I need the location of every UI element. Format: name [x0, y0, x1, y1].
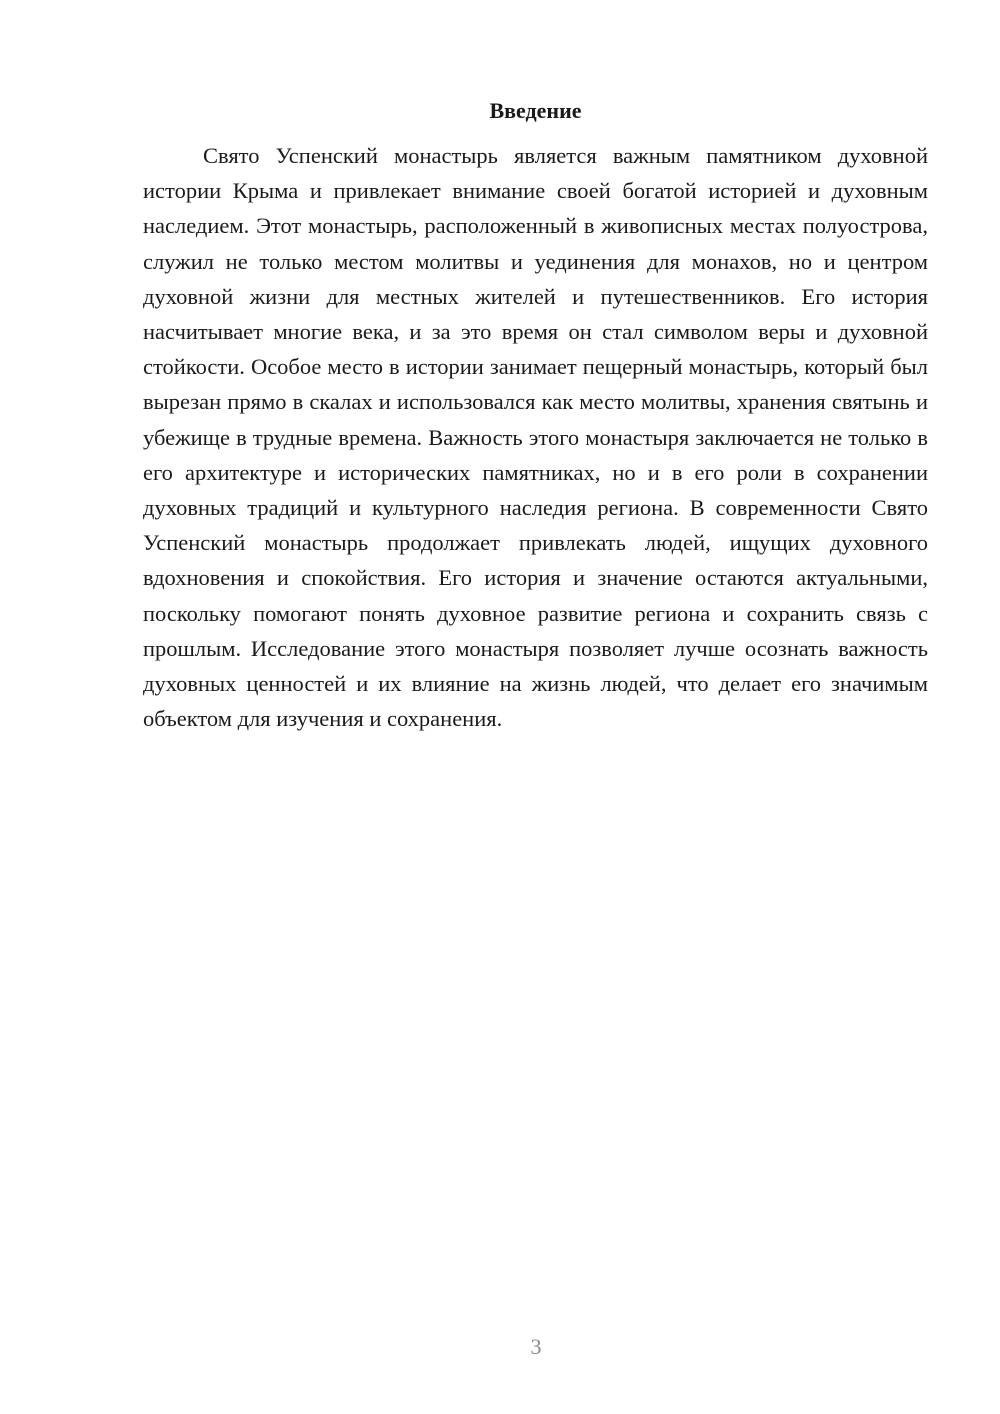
page-content	[143, 96, 928, 736]
body-paragraph: Свято Успенский монастырь является важным памятником духовной истории Крыма и привлекает внимание своей богатой историей и духовным наследием. Этот монастырь, расположенный в живописных местах полуострова, служил не только местом молитвы и уединения для монахов, но и центром духовной жизни для местных жителей и путешественников. Его история насчитывает многие века, и за это время он стал символом веры и духовной стойкости. Особое место в истории занимает пещерный монастырь, который был вырезан прямо в скалах и использовался как место молитвы, хранения святынь и убежище в трудные времена. Важность этого монастыря заключается не только в его архитектуре и исторических памятниках, но и в его роли в сохранении духовных традиций и культурного наследия региона. В современности Свято Успенский монастырь продолжает привлекать людей, ищущих духовного вдохновения и спокойствия. Его история и значение остаются актуальными, поскольку помогают понять духовное развитие региона и сохранить связь с прошлым. Исследование этого монастыря позволяет лучше осознать важность духовных ценностей и их влияние на жизнь людей, что делает его значимым объектом для изучения и сохранения.	[143, 143, 928, 732]
page-number: 3	[530, 1334, 542, 1359]
section-title: Введение	[489, 98, 582, 123]
